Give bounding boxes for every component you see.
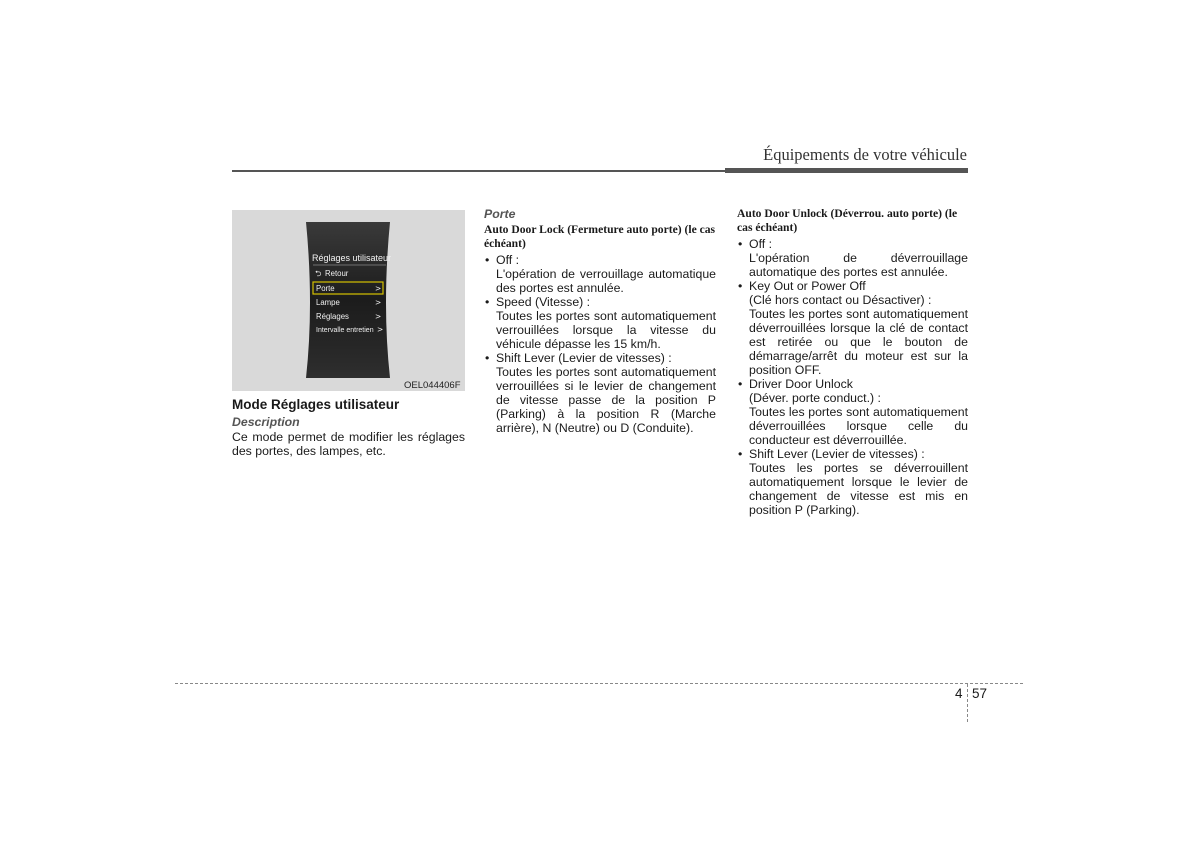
option-description: Toutes les portes sont automatiquement verrouillées si le levier de changement de vitesse passe de la position P (Parking) à la position R (Marche arrière), N (Neutre) ou D (Conduite). (496, 365, 716, 435)
menu-item-porte-chevron-icon: > (375, 284, 382, 293)
menu-item-retour: Retour (325, 269, 349, 278)
option-label: Off : (496, 253, 520, 267)
list-item: • Shift Lever (Levier de vitesses) : (485, 351, 672, 365)
list-item: • Driver Door Unlock (738, 377, 853, 391)
option-description: Toutes les portes sont automatiquement déverrouillées lorsque celle du conducteur est déverrouillée. (749, 405, 968, 447)
menu-item-lampe: Lampe (316, 298, 340, 307)
auto-door-unlock-title: Auto Door Unlock (Déverrou. auto porte) (le cas échéant) (737, 207, 958, 234)
section-heading: Mode Réglages utilisateur (232, 397, 400, 412)
option-label: Key Out or Power Off (749, 279, 866, 293)
chapter-number: 4 (955, 686, 963, 701)
cluster-display-figure (232, 210, 465, 391)
menu-item-intervalle-chevron-icon: > (377, 325, 384, 334)
list-item: • Shift Lever (Levier de vitesses) : (738, 447, 925, 461)
figure-code: OEL044406F (404, 380, 461, 391)
page-number: 57 (972, 686, 988, 701)
menu-item-reglages: Réglages (316, 312, 349, 321)
option-label-continued: (Déver. porte conduct.) : (749, 391, 881, 405)
option-description: L'opération de déverrouillage automatique des portes est annulée. (749, 251, 968, 279)
footer-vertical-rule (967, 684, 968, 722)
menu-item-retour-arrow-icon: ⮌ (315, 269, 322, 278)
option-label: Shift Lever (Levier de vitesses) : (749, 447, 925, 461)
list-item: • Key Out or Power Off (738, 279, 866, 293)
option-label: Speed (Vitesse) : (496, 295, 591, 309)
option-description: L'opération de verrouillage automatique des portes est annulée. (496, 267, 716, 295)
option-label-continued: (Clé hors contact ou Désactiver) : (749, 293, 932, 307)
auto-door-lock-title: Auto Door Lock (Fermeture auto porte) (le cas échéant) (484, 223, 716, 250)
menu-item-lampe-chevron-icon: > (375, 298, 382, 307)
option-label: Driver Door Unlock (749, 377, 853, 391)
column-1 (232, 397, 465, 458)
header-rule (232, 168, 968, 173)
cluster-display-illustration (232, 210, 465, 391)
column-2 (484, 207, 716, 435)
option-description: Toutes les portes sont automatiquement verrouillées lorsque la vitesse du véhicule dépasse les 15 km/h. (496, 309, 716, 351)
section-subheading: Description (232, 415, 300, 429)
header-rule-thick (725, 168, 968, 173)
list-item: • Speed (Vitesse) : (485, 295, 591, 309)
list-item: • Off : (738, 237, 773, 251)
list-item: • Off : (485, 253, 520, 267)
menu-item-porte: Porte (316, 284, 335, 293)
menu-item-reglages-chevron-icon: > (375, 312, 382, 321)
footer-rule (175, 683, 1023, 684)
option-description: Toutes les portes se déverrouillent automatiquement lorsque le levier de changement de vitesse est mis en position P (Parking). (749, 461, 968, 517)
menu-title: Réglages utilisateur (312, 253, 392, 263)
porte-subheading: Porte (484, 207, 516, 221)
page-header-title: Équipements de votre véhicule (763, 145, 967, 164)
menu-item-intervalle: Intervalle entretien (316, 327, 374, 334)
column-3 (737, 207, 968, 517)
option-label: Off : (749, 237, 773, 251)
description-text: Ce mode permet de modifier les réglages des portes, des lampes, etc. (232, 430, 465, 458)
option-description: Toutes les portes sont automatiquement déverrouillées lorsque la clé de contact est retirée ou que le bouton de démarrage/arrêt du moteur est sur la position OFF. (749, 307, 968, 377)
option-label: Shift Lever (Levier de vitesses) : (496, 351, 672, 365)
